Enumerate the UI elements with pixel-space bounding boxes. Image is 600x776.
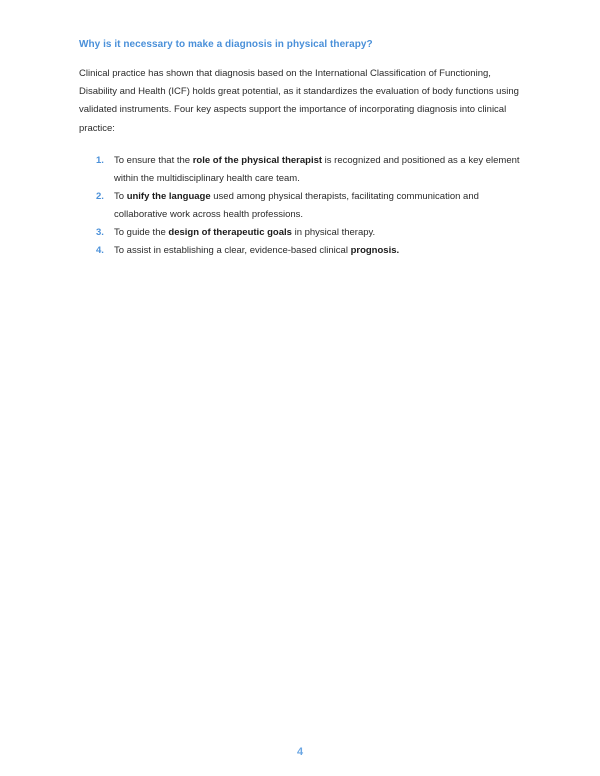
- list-item: [96, 152, 526, 188]
- intro-paragraph: Clinical practice has shown that diagnosis based on the International Classification of Functioning, Disability and Health (ICF) holds great potential, as it standardizes the evaluation of body functions using validated instruments. Four key aspects support the importance of incorporating diagnosis into clinical practice:: [79, 68, 519, 134]
- list-number: 3.: [96, 227, 104, 238]
- section-heading: Why is it necessary to make a diagnosis in physical therapy?: [79, 39, 373, 50]
- list-text-bold: role of the physical therapist: [192, 155, 323, 166]
- list-text-after: in physical therapy.: [291, 227, 376, 238]
- list-item: [96, 224, 526, 242]
- list-item-text: [114, 245, 399, 256]
- list-text-before: To guide the: [114, 227, 169, 238]
- list-text-after: used among physical therapists, facilitating communication and collaborative work across health professions.: [114, 191, 479, 220]
- list-number: 1.: [96, 155, 104, 166]
- list-text-bold: unify the language: [126, 191, 211, 202]
- list-item: [96, 242, 526, 260]
- list-item-text: [114, 191, 479, 220]
- list-number: 4.: [96, 245, 104, 256]
- key-aspects-list: [96, 152, 526, 260]
- list-text-after: is recognized and positioned as a key element within the multidisciplinary health care team.: [114, 155, 520, 184]
- page-number: 4: [296, 746, 304, 758]
- list-item-text: [114, 227, 375, 238]
- list-text-before: To: [114, 191, 127, 202]
- list-number: 2.: [96, 191, 104, 202]
- list-text-before: To assist in establishing a clear, evidence-based clinical: [114, 245, 351, 256]
- list-text-bold: design of therapeutic goals: [168, 227, 292, 238]
- list-item: [96, 188, 526, 224]
- list-text-bold: prognosis.: [350, 245, 400, 256]
- list-item-text: [114, 155, 520, 184]
- list-text-before: To ensure that the: [114, 155, 193, 166]
